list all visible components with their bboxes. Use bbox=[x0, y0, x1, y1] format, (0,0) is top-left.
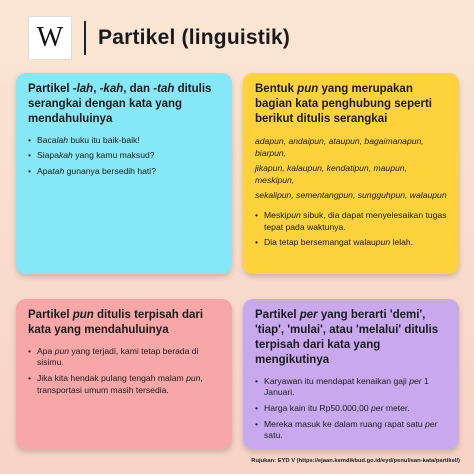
card-heading: Bentuk pun yang merupakan bagian kata penghubung seperti berikut ditulis serangkai bbox=[255, 83, 432, 125]
wikipedia-logo-icon: W bbox=[28, 16, 72, 60]
page-title: Partikel (linguistik) bbox=[98, 26, 291, 49]
list-item: • Karyawan itu mendapat kenaikan gaji per 1 Januari. bbox=[255, 376, 447, 399]
list-item: • Jika kita hendak pulang tengah malam pun, transportasi umum masih tersedia. bbox=[28, 373, 220, 396]
header-divider bbox=[84, 21, 86, 55]
header bbox=[28, 16, 448, 60]
example-list bbox=[28, 135, 220, 178]
list-item: • Apatah gunanya bersedih hati? bbox=[28, 166, 220, 178]
word-list: jikapun, kalaupun, kendatipun, maupun, meskipun, bbox=[255, 162, 407, 185]
list-item: • Apa pun yang terjadi, kami tetap berada di sisimu. bbox=[28, 346, 220, 369]
card-pun-terpisah bbox=[16, 299, 232, 449]
card-heading: Partikel per yang berarti 'demi', 'tiap', 'mulai', atau 'melalui' ditulis terpisah dari kata yang mengikutinya bbox=[255, 309, 439, 366]
list-item: • Harga kain itu Rp50.000,00 per meter. bbox=[255, 403, 447, 415]
list-item: • Meskipun sibuk, dia dapat menyelesaikan tugas tepat pada waktunya. bbox=[255, 210, 447, 233]
example-list bbox=[255, 210, 447, 249]
reference-footnote: Rujukan: EYD V (https://ejaan.kemdikbud.go.id/eyd/penulisan-kata/partikel/) bbox=[251, 458, 460, 464]
card-heading: Partikel pun ditulis terpisah dari kata yang mendahuluinya bbox=[28, 309, 204, 336]
example-list bbox=[28, 346, 220, 396]
list-item: • Bacalah buku itu baik-baik! bbox=[28, 135, 220, 147]
list-item: • Mereka masuk ke dalam ruang rapat satu per satu. bbox=[255, 419, 447, 442]
card-pun-serangkai bbox=[243, 73, 459, 274]
list-item: • Siapakah yang kamu maksud? bbox=[28, 150, 220, 162]
card-lah-kah-tah bbox=[16, 73, 232, 274]
list-item: • Dia tetap bersemangat walaupun lelah. bbox=[255, 237, 447, 249]
word-list: sekalipun, sementangpun, sungguhpun, walaupun bbox=[255, 189, 447, 200]
card-per bbox=[243, 299, 459, 449]
example-list bbox=[255, 376, 447, 442]
word-list: adapun, andaipun, ataupun, bagaimanapun, biarpun, bbox=[255, 135, 424, 158]
card-heading: Partikel -lah, -kah, dan -tah ditulis serangkai dengan kata yang mendahuluinya bbox=[28, 83, 212, 125]
